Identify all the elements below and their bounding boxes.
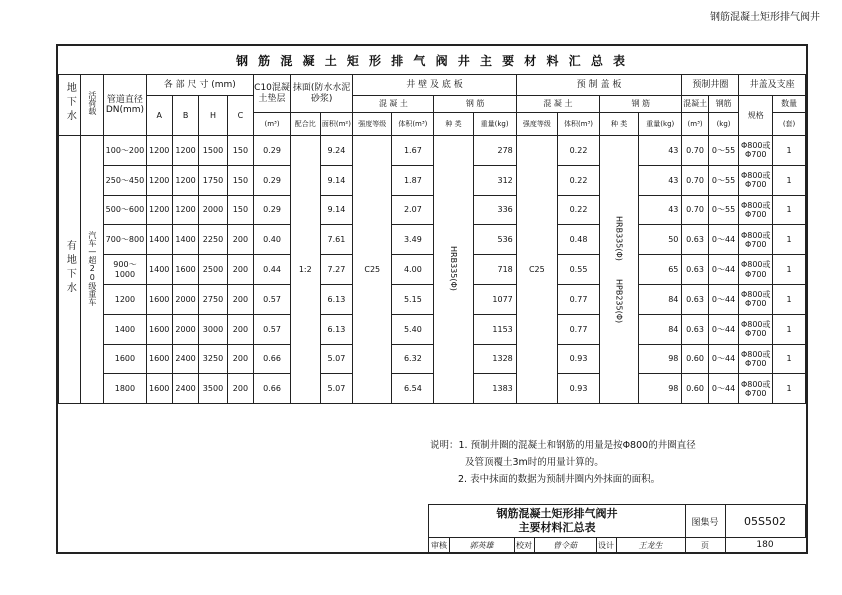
- dn-cell: 900～1000: [104, 255, 146, 285]
- dim-h-cell: 2250: [199, 225, 227, 255]
- area-cell: 5.07: [320, 344, 353, 374]
- ring-concrete-cell: 0.70: [682, 195, 708, 225]
- cover-volume-cell: 0.77: [557, 284, 599, 314]
- header-ring-steel: 钢筋: [708, 96, 739, 113]
- lid-qty-cell: 1: [773, 284, 806, 314]
- header-c10-unit: (m³): [254, 113, 291, 136]
- groundwater-cell-text: 有地下水: [64, 240, 76, 297]
- lid-spec-cell: Φ800或Φ700: [739, 284, 773, 314]
- dim-c-cell: 200: [227, 255, 253, 285]
- note-line-3: 2. 表中抹面的数据为预制井圈内外抹面的面积。: [458, 474, 661, 485]
- lid-spec-cell: Φ800或Φ700: [739, 374, 773, 404]
- dim-a-cell: 1600: [146, 374, 172, 404]
- header-qty-unit: (套): [773, 113, 806, 136]
- dim-h-cell: 1750: [199, 165, 227, 195]
- header-wall-steel: 钢 筋: [434, 96, 516, 113]
- header-C: C: [227, 96, 253, 136]
- wall-volume-cell: 4.00: [392, 255, 434, 285]
- ring-steel-cell: 0～55: [708, 195, 739, 225]
- dim-b-cell: 2400: [172, 374, 198, 404]
- load-cell-text: 汽车—超20级重车: [87, 230, 97, 306]
- lid-spec-cell: Φ800或Φ700: [739, 136, 773, 166]
- dim-c-cell: 200: [227, 284, 253, 314]
- header-wall-floor: 井 壁 及 底 板: [353, 75, 517, 96]
- reviewer-name: 郭英雄: [449, 537, 515, 553]
- lid-qty-cell: 1: [773, 344, 806, 374]
- area-cell: 6.13: [320, 284, 353, 314]
- dn-cell: 700～800: [104, 225, 146, 255]
- cover-weight-cell: 84: [639, 284, 682, 314]
- table-row: [59, 225, 806, 255]
- c10-cell: 0.44: [254, 255, 291, 285]
- dim-c-cell: 150: [227, 195, 253, 225]
- lid-spec-cell: Φ800或Φ700: [739, 255, 773, 285]
- dim-b-cell: 2400: [172, 344, 198, 374]
- header-area: 面积(m²): [320, 113, 353, 136]
- designer-name: 王龙生: [616, 537, 686, 553]
- dim-h-cell: 2750: [199, 284, 227, 314]
- dim-c-cell: 200: [227, 225, 253, 255]
- dim-h-cell: 1500: [199, 136, 227, 166]
- ring-steel-cell: 0～55: [708, 165, 739, 195]
- ring-steel-cell: 0～55: [708, 136, 739, 166]
- cover-weight-cell: 43: [639, 165, 682, 195]
- cover-volume-cell: 0.93: [557, 374, 599, 404]
- atlas-label: 图集号: [685, 505, 726, 538]
- header-H: H: [199, 96, 227, 136]
- wall-volume-cell: 6.54: [392, 374, 434, 404]
- dn-cell: 1400: [104, 314, 146, 344]
- ring-concrete-cell: 0.70: [682, 136, 708, 166]
- header-dims: 各 部 尺 寸 (mm): [146, 75, 254, 96]
- ring-concrete-cell: 0.63: [682, 284, 708, 314]
- groundwater-cell: [59, 136, 81, 404]
- dim-a-cell: 1400: [146, 225, 172, 255]
- dim-h-cell: 3250: [199, 344, 227, 374]
- c10-cell: 0.57: [254, 284, 291, 314]
- wall-steel-kind-cell-text: HRB335(Φ): [449, 246, 459, 291]
- cover-weight-cell: 65: [639, 255, 682, 285]
- page-number: 180: [756, 540, 774, 550]
- c10-cell: 0.66: [254, 374, 291, 404]
- main-title: 钢 筋 混 凝 土 矩 形 排 气 阀 井 主 要 材 料 汇 总 表: [58, 46, 806, 75]
- lid-qty-cell: 1: [773, 225, 806, 255]
- dim-b-cell: 1200: [172, 165, 198, 195]
- area-cell: 7.27: [320, 255, 353, 285]
- cover-volume-cell: 0.22: [557, 165, 599, 195]
- table-row: [59, 314, 806, 344]
- dim-a-cell: 1600: [146, 344, 172, 374]
- dim-b-cell: 1400: [172, 225, 198, 255]
- header-wall-kind: 种 类: [434, 113, 473, 136]
- cover-grade-cell: C25: [516, 136, 557, 404]
- wall-volume-cell: 3.49: [392, 225, 434, 255]
- wall-weight-cell: 336: [473, 195, 516, 225]
- cover-volume-cell: 0.55: [557, 255, 599, 285]
- area-cell: 9.24: [320, 136, 353, 166]
- header-dn: 管道直径DN(mm): [104, 75, 146, 136]
- wall-volume-cell: 5.15: [392, 284, 434, 314]
- ring-concrete-cell: 0.60: [682, 344, 708, 374]
- dim-b-cell: 1600: [172, 255, 198, 285]
- materials-table: [58, 74, 806, 404]
- lid-qty-cell: 1: [773, 165, 806, 195]
- wall-volume-cell: 2.07: [392, 195, 434, 225]
- lid-qty-cell: 1: [773, 314, 806, 344]
- cover-volume-cell: 0.48: [557, 225, 599, 255]
- wall-weight-cell: 718: [473, 255, 516, 285]
- wall-weight-cell: 1328: [473, 344, 516, 374]
- ring-concrete-cell: 0.63: [682, 255, 708, 285]
- cover-weight-cell: 43: [639, 136, 682, 166]
- table-row: [59, 136, 806, 166]
- dim-c-cell: 200: [227, 374, 253, 404]
- lid-spec-cell: Φ800或Φ700: [739, 225, 773, 255]
- header-cover-concrete: 混 凝 土: [516, 96, 599, 113]
- cover-steel-kind-1: HRB335(Φ): [614, 216, 624, 261]
- header-groundwater: 地下水: [59, 75, 81, 136]
- dim-c-cell: 200: [227, 314, 253, 344]
- checker-name: 曾令茹: [534, 537, 597, 553]
- c10-cell: 0.66: [254, 344, 291, 374]
- title-line-2: 主要材料汇总表: [518, 521, 596, 534]
- dim-c-cell: 150: [227, 136, 253, 166]
- wall-weight-cell: 536: [473, 225, 516, 255]
- dim-b-cell: 1200: [172, 136, 198, 166]
- dn-cell: 500～600: [104, 195, 146, 225]
- area-cell: 9.14: [320, 165, 353, 195]
- atlas-number: 05S502: [725, 505, 806, 538]
- ring-concrete-cell: 0.63: [682, 314, 708, 344]
- header-cover: 预 制 盖 板: [516, 75, 682, 96]
- ring-steel-cell: 0～44: [708, 225, 739, 255]
- table-row: [59, 195, 806, 225]
- title-block: [428, 504, 807, 553]
- cover-volume-cell: 0.77: [557, 314, 599, 344]
- dim-b-cell: 2000: [172, 314, 198, 344]
- table-row: [59, 374, 806, 404]
- lid-spec-cell: Φ800或Φ700: [739, 344, 773, 374]
- header-spec: 规格: [739, 96, 773, 136]
- c10-cell: 0.29: [254, 195, 291, 225]
- cover-volume-cell: 0.93: [557, 344, 599, 374]
- lid-qty-cell: 1: [773, 195, 806, 225]
- ring-steel-cell: 0～44: [708, 374, 739, 404]
- header-ring-m3: (m³): [682, 113, 708, 136]
- lid-qty-cell: 1: [773, 136, 806, 166]
- lid-qty-cell: 1: [773, 374, 806, 404]
- ring-steel-cell: 0～44: [708, 255, 739, 285]
- dim-c-cell: 200: [227, 344, 253, 374]
- dim-c-cell: 150: [227, 165, 253, 195]
- dn-cell: 1200: [104, 284, 146, 314]
- design-label: 设计: [596, 537, 617, 553]
- mix-cell: 1:2: [291, 136, 321, 404]
- ring-steel-cell: 0～44: [708, 314, 739, 344]
- header-live-load: 活荷载: [81, 75, 104, 136]
- page-header: 钢筋混凝土矩形排气阀井: [710, 12, 820, 23]
- review-label: 审核: [429, 537, 450, 553]
- dn-cell: 1600: [104, 344, 146, 374]
- c10-cell: 0.29: [254, 165, 291, 195]
- dim-b-cell: 2000: [172, 284, 198, 314]
- cover-weight-cell: 98: [639, 374, 682, 404]
- header-wall-concrete: 混 凝 土: [353, 96, 434, 113]
- lid-qty-cell: 1: [773, 255, 806, 285]
- header-B: B: [172, 96, 198, 136]
- wall-weight-cell: 1383: [473, 374, 516, 404]
- c10-cell: 0.29: [254, 136, 291, 166]
- wall-steel-kind-cell: [434, 136, 473, 404]
- drawing-frame: [56, 44, 808, 554]
- load-cell: [81, 136, 104, 404]
- table-row: [59, 284, 806, 314]
- dim-h-cell: 3500: [199, 374, 227, 404]
- signature-row: [429, 537, 807, 553]
- wall-weight-cell: 1153: [473, 314, 516, 344]
- cover-weight-cell: 84: [639, 314, 682, 344]
- header-cover-volume: 体积(m³): [557, 113, 599, 136]
- header-cover-steel: 钢 筋: [600, 96, 682, 113]
- table-row: [59, 165, 806, 195]
- check-label: 校对: [514, 537, 535, 553]
- lid-spec-cell: Φ800或Φ700: [739, 195, 773, 225]
- ring-steel-cell: 0～44: [708, 284, 739, 314]
- area-cell: 6.13: [320, 314, 353, 344]
- c10-cell: 0.40: [254, 225, 291, 255]
- lid-spec-cell: Φ800或Φ700: [739, 165, 773, 195]
- dim-h-cell: 2000: [199, 195, 227, 225]
- dim-a-cell: 1400: [146, 255, 172, 285]
- wall-volume-cell: 5.40: [392, 314, 434, 344]
- header-wall-weight: 重量(kg): [473, 113, 516, 136]
- area-cell: 7.61: [320, 225, 353, 255]
- header-plaster: 抹面(防水水泥砂浆): [291, 75, 353, 113]
- header-ring: 预制井圈: [682, 75, 739, 96]
- area-cell: 9.14: [320, 195, 353, 225]
- header-mix: 配合比: [291, 113, 321, 136]
- note-line-1: 说明：1. 预制井圈的混凝土和钢筋的用量是按Φ800的井圈直径: [430, 440, 696, 451]
- dim-a-cell: 1600: [146, 314, 172, 344]
- wall-grade-cell: C25: [353, 136, 392, 404]
- dim-a-cell: 1200: [146, 195, 172, 225]
- cover-weight-cell: 98: [639, 344, 682, 374]
- dim-h-cell: 2500: [199, 255, 227, 285]
- header-cover-weight: 重量(kg): [639, 113, 682, 136]
- table-row: [59, 255, 806, 285]
- notes: [430, 437, 696, 488]
- wall-weight-cell: 312: [473, 165, 516, 195]
- header-c10: C10混凝土垫层: [254, 75, 291, 113]
- dim-a-cell: 1600: [146, 284, 172, 314]
- cover-weight-cell: 50: [639, 225, 682, 255]
- cover-volume-cell: 0.22: [557, 136, 599, 166]
- header-A: A: [146, 96, 172, 136]
- dn-cell: 1800: [104, 374, 146, 404]
- header-ring-concrete: 混凝土: [682, 96, 708, 113]
- dn-cell: 100～200: [104, 136, 146, 166]
- header-ring-kg: (kg): [708, 113, 739, 136]
- ring-concrete-cell: 0.63: [682, 225, 708, 255]
- ring-concrete-cell: 0.70: [682, 165, 708, 195]
- wall-weight-cell: 278: [473, 136, 516, 166]
- cover-steel-kind-2: HPB235(Φ): [614, 278, 624, 324]
- header-wall-grade: 强度等级: [353, 113, 392, 136]
- title-line-1: 钢筋混凝土矩形排气阀井: [496, 507, 618, 520]
- ring-concrete-cell: 0.60: [682, 374, 708, 404]
- wall-weight-cell: 1077: [473, 284, 516, 314]
- header-wall-volume: 体积(m³): [392, 113, 434, 136]
- header-lid: 井盖及支座: [739, 75, 806, 96]
- note-line-2: 及管顶覆土3m时的用量计算的。: [465, 457, 604, 468]
- header-qty: 数量: [773, 96, 806, 113]
- wall-volume-cell: 1.87: [392, 165, 434, 195]
- cover-steel-kind-cell: [600, 136, 639, 404]
- wall-volume-cell: 1.67: [392, 136, 434, 166]
- ring-steel-cell: 0～44: [708, 344, 739, 374]
- dim-h-cell: 3000: [199, 314, 227, 344]
- area-cell: 5.07: [320, 374, 353, 404]
- c10-cell: 0.57: [254, 314, 291, 344]
- lid-spec-cell: Φ800或Φ700: [739, 314, 773, 344]
- cover-weight-cell: 43: [639, 195, 682, 225]
- cover-volume-cell: 0.22: [557, 195, 599, 225]
- dim-a-cell: 1200: [146, 136, 172, 166]
- dn-cell: 250～450: [104, 165, 146, 195]
- header-cover-kind: 种 类: [600, 113, 639, 136]
- page-label: 页: [685, 537, 726, 553]
- title-block-title: [429, 505, 686, 538]
- dim-a-cell: 1200: [146, 165, 172, 195]
- wall-volume-cell: 6.32: [392, 344, 434, 374]
- dim-b-cell: 1200: [172, 195, 198, 225]
- header-cover-grade: 强度等级: [516, 113, 557, 136]
- table-row: [59, 344, 806, 374]
